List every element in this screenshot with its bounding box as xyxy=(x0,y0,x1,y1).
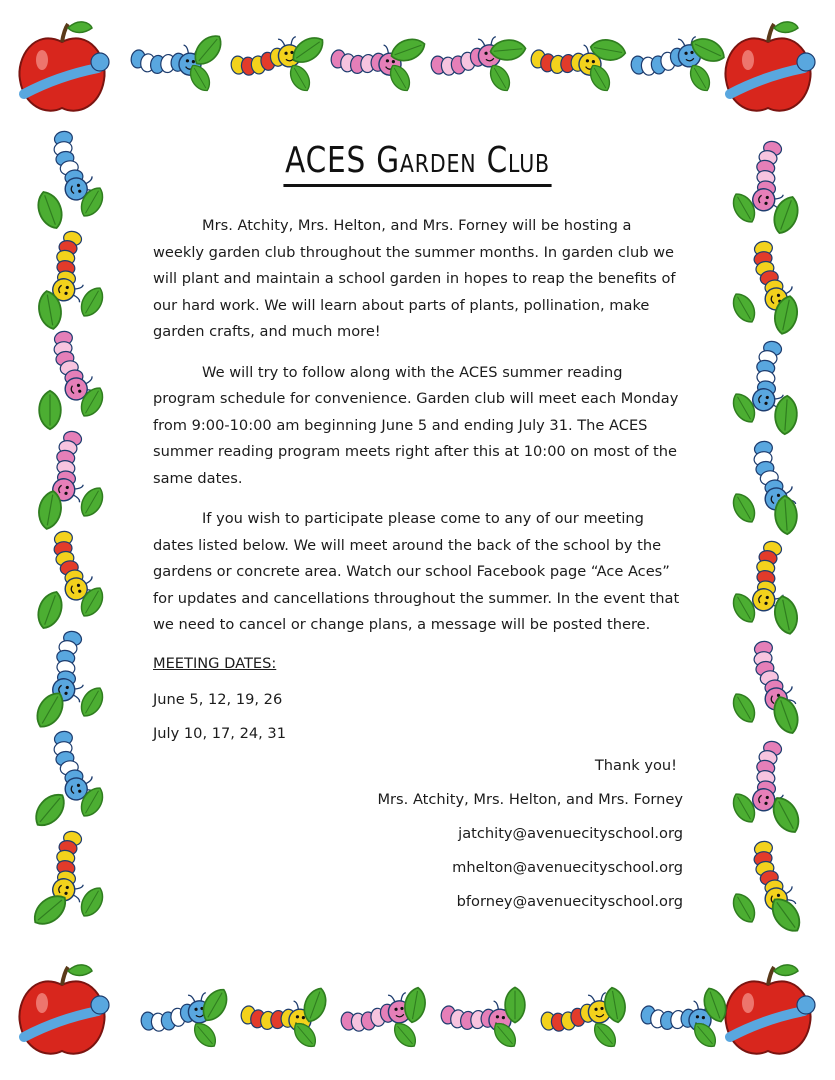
leaf-icon xyxy=(33,588,66,631)
leaf-icon xyxy=(728,690,760,727)
paragraph-intro: Mrs. Atchity, Mrs. Helton, and Mrs. Forney will be hosting a weekly garden club throughout the summer months. In garden club we will plant and maintain a school garden in hopes to reap the benefits of our hard work. We will learn about parts of plants, pollination, make garden crafts, and much more! xyxy=(153,217,676,340)
leaf-icon xyxy=(190,1019,221,1051)
leaf-icon xyxy=(29,788,70,831)
leaf-icon xyxy=(771,594,800,636)
paragraph-schedule: We will try to follow along with the ACES summer reading program schedule for convenience. Garden club will meet each Monday from 9:00-10:00 am beginning June 5 and ending July 31. The ACES summer reading program meets right after this at 10:00 on most of the same dates. xyxy=(153,363,679,487)
thank-you-text: Thank you! xyxy=(594,756,677,774)
page-title: ACES Garden Club xyxy=(284,140,552,187)
flyer-content xyxy=(153,140,683,919)
email-forney: bforney@avenuecityschool.org xyxy=(456,892,683,910)
page-title-wrapper xyxy=(153,140,683,187)
leaf-icon xyxy=(76,484,108,521)
paragraph-participation: If you wish to participate please come to any of our meeting dates listed below. We will meet around the back of the school by the gardens or concrete area. Watch our school Facebook page “Ace Aces” for updates and cancellations throughout the summer. In the event that we need to cancel or change plans, a message will be posted there. xyxy=(153,510,680,633)
leaf-icon xyxy=(390,1019,421,1051)
signature-names: Mrs. Atchity, Mrs. Helton, and Mrs. Forney xyxy=(377,790,683,808)
leaf-icon xyxy=(39,391,61,429)
apple-icon xyxy=(725,22,815,111)
leaf-icon xyxy=(76,284,108,321)
leaf-icon xyxy=(590,1019,621,1051)
leaf-icon xyxy=(76,884,108,921)
email-atchity: jatchity@avenuecityschool.org xyxy=(458,824,683,842)
meeting-dates-july: July 10, 17, 24, 31 xyxy=(153,724,286,742)
leaf-icon xyxy=(728,290,760,327)
meeting-dates-heading: MEETING DATES: xyxy=(153,654,277,672)
leaf-icon xyxy=(505,987,525,1022)
leaf-icon xyxy=(76,684,108,721)
leaf-icon xyxy=(774,395,798,435)
email-helton: mhelton@avenuecityschool.org xyxy=(452,858,683,876)
apple-icon xyxy=(19,965,109,1054)
leaf-icon xyxy=(728,890,760,927)
apple-icon xyxy=(725,965,815,1054)
leaf-icon xyxy=(33,188,66,231)
meeting-dates-june: June 5, 12, 19, 26 xyxy=(153,690,283,708)
leaf-icon xyxy=(728,490,760,527)
apple-icon xyxy=(19,22,109,111)
